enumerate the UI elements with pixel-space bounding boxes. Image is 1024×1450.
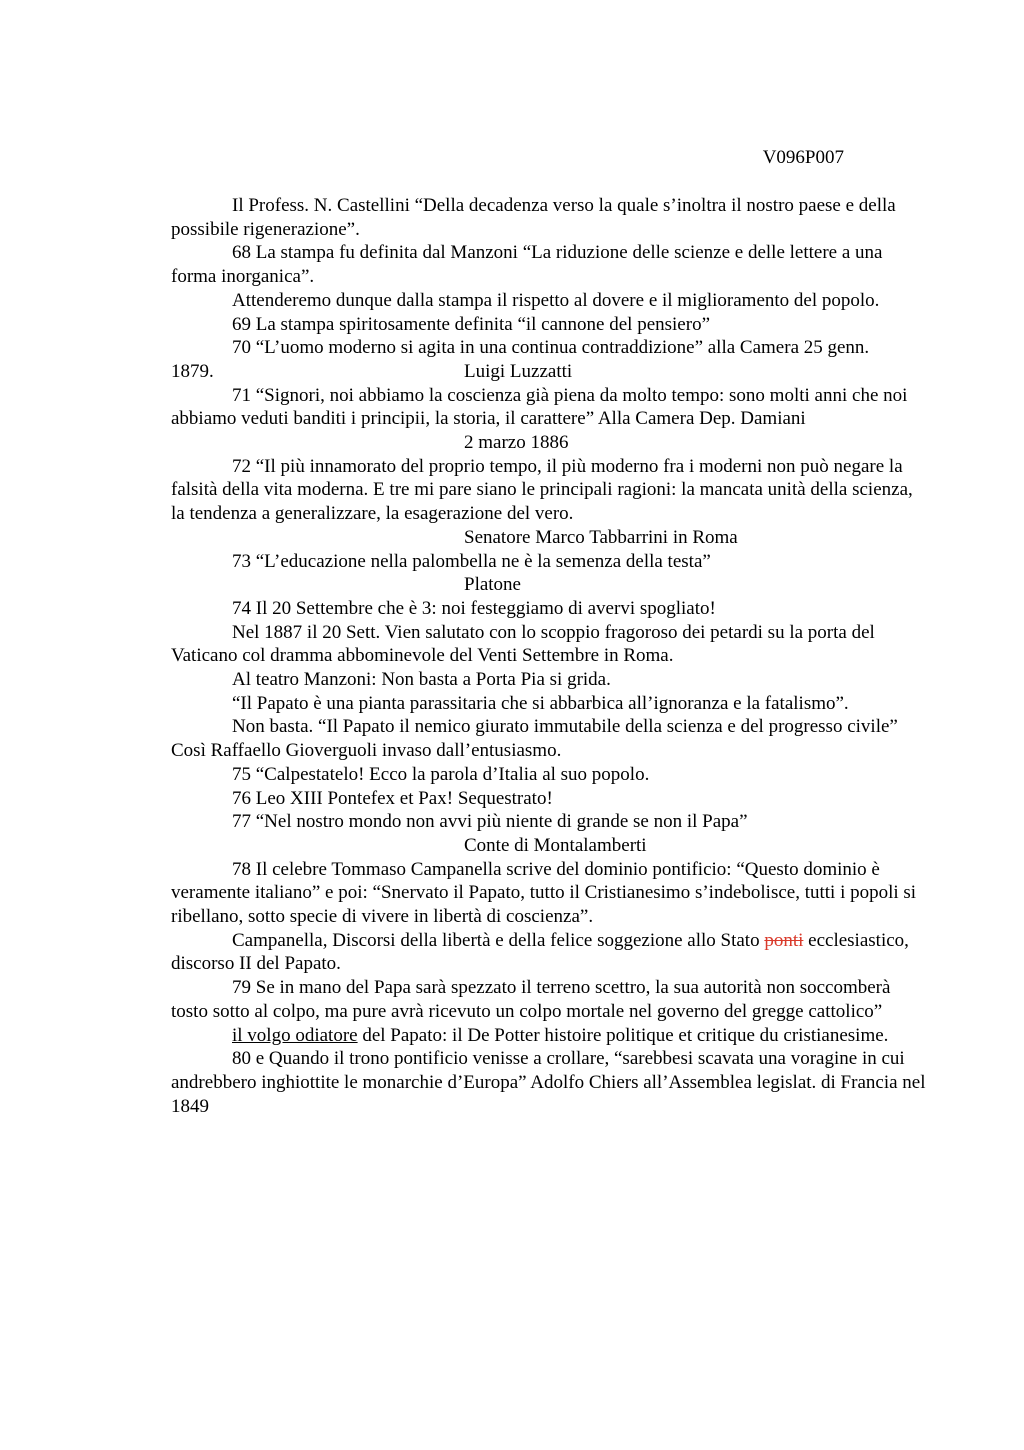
struck-word: ponti <box>764 929 804 951</box>
entry-72: 72 “Il più innamorato del proprio tempo, il più moderno fra i moderni non può negare la falsità della vita moderna. E tre mi pare siano le principali ragioni: la mancata unità della scienza, la tendenza a generalizzare, la esagerazione del vero. <box>171 455 913 525</box>
entry-71: 71 “Signori, noi abbiamo la coscienza già piena da molto tempo: sono molti anni che noi abbiamo veduti banditi i principii, la storia, il carattere” Alla Camera Dep. Damiani <box>171 384 908 430</box>
entry-76: 76 Leo XIII Pontefex et Pax! Sequestrato! <box>232 787 553 809</box>
entry-68: 68 La stampa fu definita dal Manzoni “La riduzione delle scienze e delle lettere a una forma inorganica”. <box>171 242 883 288</box>
entry-75: 75 “Calpestatelo! Ecco la parola d’Italia al suo popolo. <box>232 763 650 785</box>
entry-80: 80 e Quando il trono pontificio venisse a crollare, “sarebbesi scavata una voragine in cui andrebbero inghiottite le monarchie d’Europa” Adolfo Chiers all’Assemblea legislat. di Francia nel 1849 <box>171 1048 926 1117</box>
entry-72-author: Senatore Marco Tabbarrini in Roma <box>464 526 738 548</box>
entry-nel-1887: Nel 1887 il 20 Sett. Vien salutato con lo scoppio fragoroso dei petardi su la porta del Vaticano col dramma abbominevole del Venti Settembre in Roma. <box>171 621 875 667</box>
entry-71-date: 2 marzo 1886 <box>464 432 569 454</box>
entry-78: 78 Il celebre Tommaso Campanella scrive del dominio pontificio: “Questo dominio è veramente italiano” e poi: “Snervato il Papato, tutto il Cristianesimo s’indebolisce, tutti i popoli si ribellano, sotto specie di vivere in libertà di coscienza”. <box>171 858 917 928</box>
volgo-rest: del Papato: il De Potter histoire politique et critique du cristianesime. <box>362 1024 889 1046</box>
entry-77-author: Conte di Montalamberti <box>464 834 647 856</box>
entry-73: 73 “L’educazione nella palombella ne è la semenza della testa” <box>232 550 711 572</box>
campanella-text-b: ecclesiastico, discorso II del Papato. <box>171 929 909 975</box>
entry-69: 69 La stampa spiritosamente definita “il cannone del pensiero” <box>232 313 710 335</box>
campanella-text-a: Campanella, Discorsi della libertà e della felice soggezione allo Stato <box>232 929 760 951</box>
entry-attenderemo: Attenderemo dunque dalla stampa il rispetto al dovere e il miglioramento del popolo. <box>232 289 880 311</box>
entry-volgo <box>171 1024 931 1048</box>
entry-non-basta: Non basta. “Il Papato il nemico giurato immutabile della scienza e del progresso civile” Così Raffaello Gioverguoli invaso dall’entusiasmo. <box>171 716 898 762</box>
entry-teatro: Al teatro Manzoni: Non basta a Porta Pia si grida. <box>232 669 611 691</box>
manuscript-body <box>171 194 931 1118</box>
page-id: V096P007 <box>762 147 844 168</box>
entry-73-author: Platone <box>464 574 521 596</box>
entry-papato-pianta: “Il Papato è una pianta parassitaria che si abbarbica all’ignoranza e la fatalismo”. <box>232 692 849 714</box>
entry-70-attribution <box>171 360 931 384</box>
entry-70: 70 “L’uomo moderno si agita in una continua contraddizione” alla Camera 25 genn. <box>232 337 870 359</box>
underlined-phrase: il volgo odiatore <box>232 1024 358 1046</box>
entry-castellini: Il Profess. N. Castellini “Della decadenza verso la quale s’inoltra il nostro paese e della possibile rigenerazione”. <box>171 195 896 240</box>
entry-70-author: Luigi Luzzatti <box>464 360 573 382</box>
entry-77: 77 “Nel nostro mondo non avvi più niente di grande se non il Papa” <box>232 811 748 833</box>
entry-79: 79 Se in mano del Papa sarà spezzato il terreno scettro, la sua autorità non soccomberà tosto sotto al colpo, ma pure avrà ricevuto un colpo mortale nel governo del gregge cattolico” <box>171 977 891 1022</box>
entry-74: 74 Il 20 Settembre che è 3: noi festeggiamo di avervi spogliato! <box>232 597 716 619</box>
entry-70-year: 1879. <box>171 360 214 382</box>
entry-campanella <box>171 929 931 976</box>
